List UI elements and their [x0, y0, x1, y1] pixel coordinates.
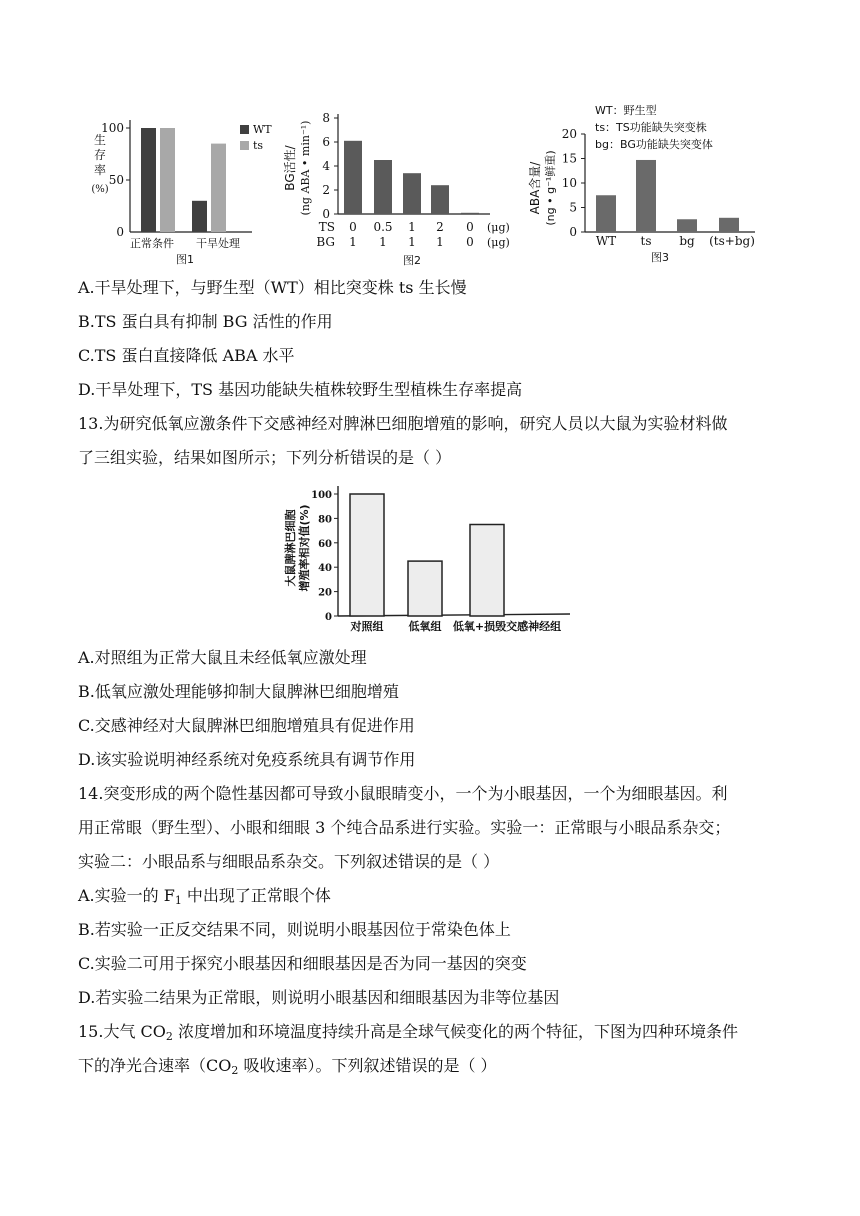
fig2-row2-value: 1	[379, 235, 387, 249]
fig13-ytick: 0	[325, 612, 332, 623]
fig3-bar	[677, 219, 697, 232]
q15-l1-a: 15.大气 CO	[78, 1022, 166, 1041]
fig3-bar	[636, 160, 656, 232]
q15-l2-sub: 2	[231, 1064, 239, 1077]
q15-l1-sub: 2	[165, 1030, 173, 1043]
fig13-ylabel-line1: 大鼠脾淋巴细胞	[284, 509, 297, 587]
fig2-ytick: 6	[322, 135, 330, 149]
fig1-ylabel-char: (%)	[91, 184, 109, 195]
fig1-xtick: 干旱处理	[196, 237, 240, 250]
fig1-bar-wt	[141, 128, 156, 232]
q15-l2-b: 吸收速率）。下列叙述错误的是（ ）	[238, 1056, 497, 1075]
fig2-row1-value: 0	[466, 220, 474, 234]
q12-option-b: B.TS 蛋白具有抑制 BG 活性的作用	[78, 312, 333, 331]
fig13-ytick: 100	[311, 490, 332, 501]
fig2-row1-value: 0	[349, 220, 357, 234]
fig1-legend-swatch-wt	[240, 125, 249, 134]
fig2-row1-value: 0.5	[373, 220, 393, 234]
q14-option-c: C.实验二可用于探究小眼基因和细眼基因是否为同一基因的突变	[78, 954, 527, 973]
fig3-ytick: 15	[561, 151, 577, 166]
fig2-bar	[431, 185, 449, 214]
fig13-ylabel-line2: 增殖率相对值(%)	[298, 504, 311, 592]
fig2-bar	[403, 173, 421, 214]
fig3-ytick: 0	[569, 225, 577, 239]
fig1-caption: 图1	[176, 253, 194, 266]
q14-option-a-sub: 1	[174, 894, 182, 907]
q13-stem-line2: 了三组实验，结果如图所示；下列分析错误的是（ ）	[78, 448, 452, 467]
figure-13	[280, 478, 590, 638]
fig3-legend-line: ts：TS功能缺失突变株	[595, 121, 707, 134]
fig2-ylabel-line1: BG活性/	[283, 145, 297, 191]
q12-option-a: A.干旱处理下，与野生型（WT）相比突变株 ts 生长慢	[78, 278, 467, 297]
q12-option-d: D.干旱处理下，TS 基因功能缺失植株较野生型植株生存率提高	[78, 380, 523, 399]
fig3-ylabel-line2: (ng • g⁻¹鲜重)	[544, 150, 557, 226]
q14-option-a	[78, 886, 331, 906]
fig2-ylabel-line2: (ng ABA • min⁻¹)	[299, 120, 312, 216]
fig2-row2-value: 1	[408, 235, 416, 249]
fig13-bar	[350, 494, 384, 616]
fig2-bar	[344, 141, 362, 214]
fig13-ytick: 20	[318, 587, 332, 599]
q13-option-d: D.该实验说明神经系统对免疫系统具有调节作用	[78, 750, 416, 769]
fig3-xtick: ts	[640, 234, 652, 248]
fig3-bar	[596, 195, 616, 232]
fig1-ylabel	[91, 132, 108, 195]
fig1-bar-wt	[192, 201, 207, 232]
q13-option-a: A.对照组为正常大鼠且未经低氧应激处理	[78, 648, 367, 667]
fig1-bar-ts	[211, 144, 226, 232]
fig13-xtick: 对照组	[350, 620, 384, 633]
q15-l1-b: 浓度增加和环境温度持续升高是全球气候变化的两个特征，下图为四种环境条件	[172, 1022, 738, 1041]
figure-2	[280, 106, 520, 271]
fig1-ylabel-char: 存	[93, 148, 107, 162]
q15-l2-a: 下的净光合速率（CO	[78, 1056, 232, 1075]
q13-option-c: C.交感神经对大鼠脾淋巴细胞增殖具有促进作用	[78, 716, 415, 735]
q13-stem-line1: 13.为研究低氧应激条件下交感神经对脾淋巴细胞增殖的影响，研究人员以大鼠为实验材料做	[78, 414, 728, 433]
q12-option-c: C.TS 蛋白直接降低 ABA 水平	[78, 346, 295, 365]
q14-option-b: B.若实验一正反交结果不同，则说明小眼基因位于常染色体上	[78, 920, 511, 939]
fig13-xtick: 低氧组	[408, 620, 442, 633]
fig2-bar	[461, 213, 479, 214]
fig2-row1-value: 2	[436, 220, 444, 234]
fig3-caption: 图3	[651, 251, 669, 264]
fig2-row2-value: 1	[349, 235, 357, 249]
fig1-ylabel-char: 生	[93, 133, 107, 147]
fig3-xtick: (ts+bg)	[709, 234, 755, 248]
fig2-ytick: 4	[322, 159, 330, 173]
fig1-ytick: 0	[116, 225, 124, 239]
fig3-xtick: bg	[679, 234, 695, 248]
q14-option-a-post: 中出现了正常眼个体	[181, 886, 331, 905]
fig2-row1-value: 1	[408, 220, 416, 234]
fig13-bar	[470, 525, 504, 617]
fig1-xtick: 正常条件	[130, 237, 174, 250]
q14-option-d: D.若实验二结果为正常眼，则说明小眼基因和细眼基因为非等位基因	[78, 988, 560, 1007]
fig2-row1-label: TS	[318, 220, 335, 234]
q14-stem-line3: 实验二：小眼品系与细眼品系杂交。下列叙述错误的是（ ）	[78, 852, 500, 871]
fig13-bar	[408, 561, 442, 616]
fig3-ytick: 5	[569, 200, 577, 215]
fig2-ytick: 2	[322, 183, 330, 197]
fig3-legend-line: WT：野生型	[595, 104, 657, 117]
fig2-ytick: 8	[322, 111, 330, 125]
fig1-legend-swatch-ts	[240, 141, 249, 150]
fig3-bar	[719, 218, 739, 232]
figure-1	[80, 108, 290, 268]
fig13-xtick: 低氧+损毁交感神经组	[452, 620, 562, 633]
fig3-legend-line: bg：BG功能缺失突变体	[595, 138, 713, 151]
figure-3	[525, 96, 780, 266]
fig2-bar	[374, 160, 392, 214]
fig13-ytick: 40	[318, 563, 332, 575]
fig2-caption: 图2	[403, 254, 421, 267]
fig2-row2-label: BG	[316, 235, 335, 249]
q14-stem-line1: 14.突变形成的两个隐性基因都可导致小鼠眼睛变小，一个为小眼基因，一个为细眼基因。利	[78, 784, 728, 803]
fig1-ytick: 50	[108, 173, 124, 187]
q14-option-a-pre: A.实验一的 F	[78, 886, 175, 905]
q14-stem-line2: 用正常眼（野生型）、小眼和细眼 3 个纯合品系进行实验。实验一：正常眼与小眼品系杂交；	[78, 818, 731, 837]
q15-stem-line1	[78, 1022, 738, 1042]
q13-option-b: B.低氧应激处理能够抑制大鼠脾淋巴细胞增殖	[78, 682, 399, 701]
fig1-ytick: 100	[101, 121, 124, 135]
fig1-legend-label: WT	[253, 123, 272, 136]
fig1-bar-ts	[160, 128, 175, 232]
fig3-ytick: 20	[561, 127, 577, 141]
fig1-ylabel-char: 率	[93, 163, 107, 177]
fig13-ytick: 80	[318, 514, 332, 526]
fig2-ytick: 0	[322, 207, 330, 221]
fig2-row2-value: 0	[466, 235, 474, 249]
fig13-ytick: 60	[318, 538, 332, 550]
fig3-xtick: WT	[595, 234, 617, 248]
fig2-row2-unit: (μg)	[487, 236, 510, 249]
fig3-ytick: 10	[561, 176, 577, 190]
fig2-row1-unit: (μg)	[487, 221, 510, 234]
q15-stem-line2	[78, 1056, 497, 1076]
fig2-row2-value: 1	[436, 235, 444, 249]
fig3-ylabel-line1: ABA含量/	[528, 161, 542, 215]
fig1-legend-label: ts	[253, 139, 264, 152]
